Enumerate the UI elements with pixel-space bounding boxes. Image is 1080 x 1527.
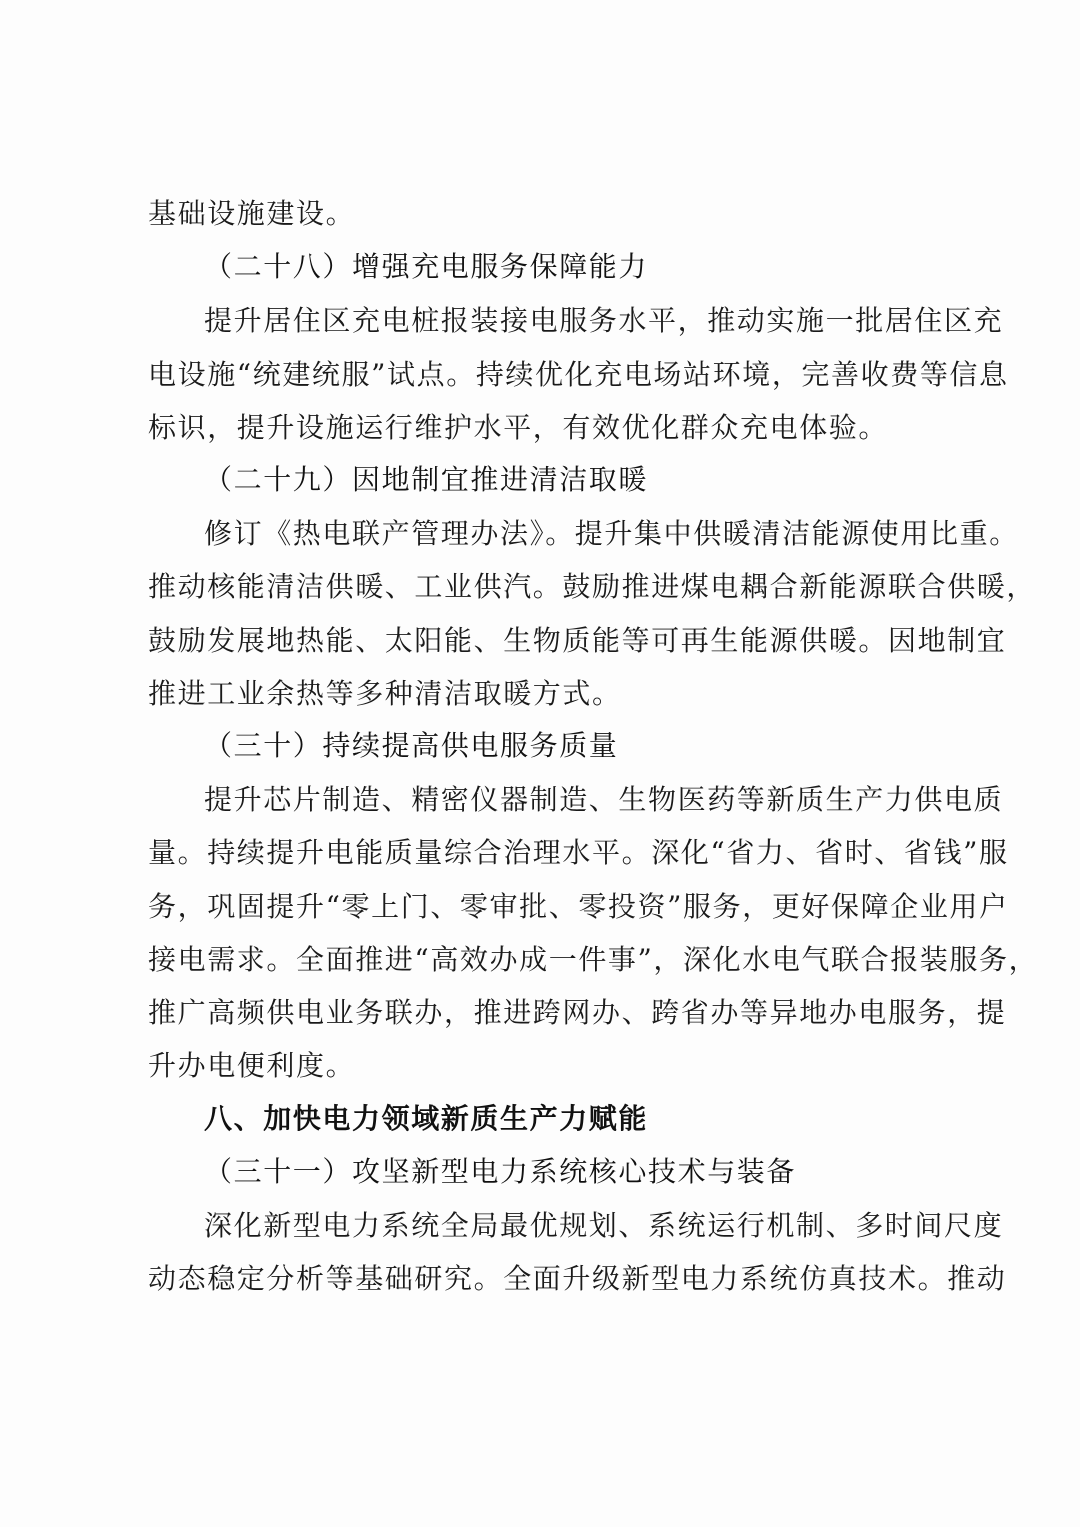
section-heading-30: （三十）持续提高供电服务质量 — [204, 729, 619, 762]
paragraph-line: 推广高频供电业务联办，推进跨网办、跨省办等异地办电服务，提 — [148, 996, 1007, 1029]
paragraph-line: 深化新型电力系统全局最优规划、系统运行机制、多时间尺度 — [204, 1209, 1004, 1242]
paragraph-line: 提升芯片制造、精密仪器制造、生物医药等新质生产力供电质 — [204, 783, 1004, 816]
section-heading-28: （二十八）增强充电服务保障能力 — [204, 250, 649, 283]
paragraph-line: 推动核能清洁供暖、工业供汽。鼓励推进煤电耦合新能源联合供暖， — [148, 570, 1037, 603]
paragraph-line: 务，巩固提升“零上门、零审批、零投资”服务，更好保障企业用户 — [148, 890, 1009, 923]
chapter-heading-8: 八、加快电力领域新质生产力赋能 — [204, 1102, 649, 1135]
paragraph-line: 鼓励发展地热能、太阳能、生物质能等可再生能源供暖。因地制宜 — [148, 624, 1007, 657]
paragraph-line: 电设施“统建统服”试点。持续优化充电场站环境，完善收费等信息 — [148, 358, 1009, 391]
paragraph-line: 标识，提升设施运行维护水平，有效优化群众充电体验。 — [148, 411, 889, 444]
section-heading-29: （二十九）因地制宜推进清洁取暖 — [204, 463, 649, 496]
paragraph-line: 修订《热电联产管理办法》。提升集中供暖清洁能源使用比重。 — [204, 517, 1019, 550]
paragraph-line: 推进工业余热等多种清洁取暖方式。 — [148, 677, 622, 710]
paragraph-line: 提升居住区充电桩报装接电服务水平，推动实施一批居住区充 — [204, 304, 1004, 337]
paragraph-line: 量。持续提升电能质量综合治理水平。深化“省力、省时、省钱”服 — [148, 836, 1009, 869]
paragraph-line: 升办电便利度。 — [148, 1049, 356, 1082]
paragraph-line: 接电需求。全面推进“高效办成一件事”，深化水电气联合报装服务， — [148, 943, 1039, 976]
section-heading-31: （三十一）攻坚新型电力系统核心技术与装备 — [204, 1155, 797, 1188]
paragraph-line: 动态稳定分析等基础研究。全面升级新型电力系统仿真技术。推动 — [148, 1262, 1007, 1295]
paragraph-line: 基础设施建设。 — [148, 197, 356, 230]
